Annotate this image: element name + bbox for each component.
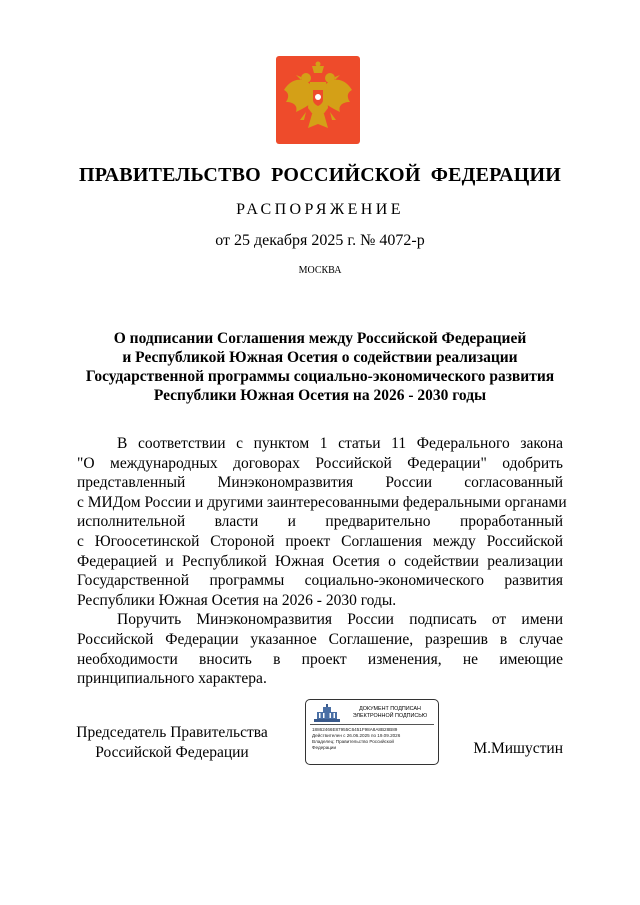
- body-line: Российской Федерации указанное Соглашение, разрешив в случае: [77, 630, 563, 648]
- document-city: МОСКВА: [298, 265, 342, 276]
- position-line: Российской Федерации: [95, 743, 249, 761]
- document-date-number: от 25 декабря 2025 г. № 4072-р: [215, 232, 425, 249]
- position-line: Председатель Правительства: [76, 724, 268, 741]
- paragraph-instruct: [77, 610, 563, 688]
- paragraph-approve: [77, 434, 567, 610]
- body-line: Федерацией и Республикой Южная Осетия о содействии реализации: [77, 552, 563, 570]
- body-line: необходимости вносить в проект изменения, не имеющие: [77, 650, 563, 668]
- subject-line: и Республикой Южная Осетия о содействии реализации: [122, 349, 518, 366]
- stamp-owner-cont: Федерации: [312, 745, 337, 750]
- body-line: "О международных договорах Российской Федерации" одобрить: [77, 454, 563, 472]
- coat-of-arms-emblem: [276, 56, 360, 144]
- body-line: исполнительной власти и предварительно проработанный: [77, 513, 563, 531]
- body-line: представленный Минэкономразвития России согласованный: [77, 474, 563, 492]
- stamp-owner: Владелец: Правительство Российской: [312, 739, 394, 744]
- electronic-signature-stamp: [305, 699, 439, 765]
- stamp-validity: Действителен с 26.06.2025 по 19.09.2026: [312, 733, 401, 738]
- body-line: Республики Южная Осетия на 2026 - 2030 годы.: [77, 591, 397, 609]
- body-line: Поручить Минэкономразвития России подписать от имени: [117, 611, 563, 629]
- government-title: ПРАВИТЕЛЬСТВО РОССИЙСКОЙ ФЕДЕРАЦИИ: [79, 164, 561, 186]
- stamp-title: ДОКУМЕНТ ПОДПИСАН ЭЛЕКТРОННОЙ ПОДПИСЬЮ: [352, 706, 428, 719]
- body-line: принципиального характера.: [77, 670, 267, 688]
- document-subject: [60, 329, 580, 405]
- government-building-icon: [312, 704, 342, 724]
- stamp-certificate: 18862466E87955C6451F98A8A8B28B89: [312, 727, 398, 732]
- body-line: с Югоосетинской Стороной проект Соглашения между Российской: [77, 532, 563, 550]
- subject-line: Государственной программы социально-экономического развития: [85, 368, 555, 385]
- body-line: Государственной программы социально-экономического развития: [77, 572, 563, 590]
- subject-line: О подписании Соглашения между Российской Федерацией: [113, 330, 527, 347]
- body-line: В соответствии с пунктом 1 статьи 11 Федерального закона: [117, 435, 563, 452]
- stamp-divider: [310, 724, 434, 725]
- body-line: с МИДом России и другими заинтересованными федеральными органами: [77, 493, 567, 511]
- signatory-name: М.Мишустин: [473, 740, 563, 757]
- signatory-position: [72, 723, 272, 762]
- stamp-details: [312, 727, 434, 751]
- document-type: РАСПОРЯЖЕНИЕ: [236, 201, 404, 218]
- subject-line: Республики Южная Осетия на 2026 - 2030 годы: [153, 387, 487, 404]
- document-body: [77, 434, 567, 689]
- double-headed-eagle-icon: [276, 56, 360, 144]
